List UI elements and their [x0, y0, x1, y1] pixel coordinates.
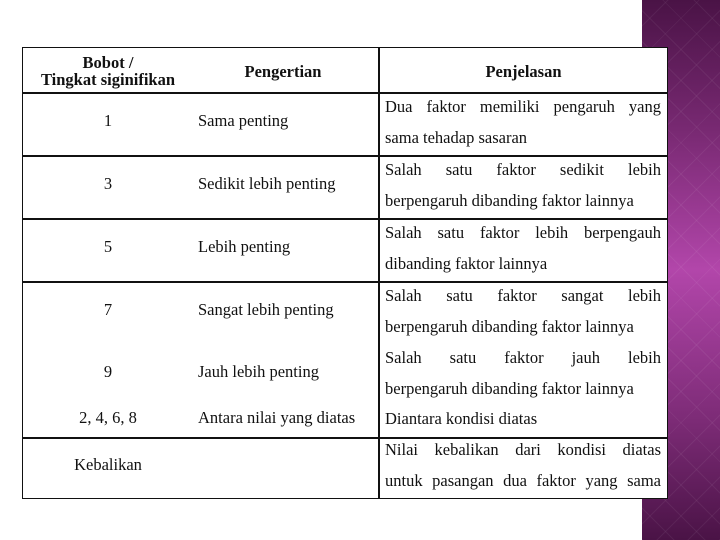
penjelasan-line: berpengaruh dibanding faktor lainnya	[385, 191, 634, 210]
cell-penjelasan	[385, 342, 661, 404]
cell-pengertian: Antara nilai yang diatas	[198, 408, 356, 427]
cell-penjelasan	[385, 91, 661, 153]
cell-pengertian: Lebih penting	[198, 237, 291, 256]
penjelasan-line: Salah satu faktor jauh lebih	[385, 348, 661, 367]
penjelasan-line: berpengaruh dibanding faktor lainnya	[385, 379, 634, 398]
penjelasan-line: untuk pasangan dua faktor yang sama	[385, 471, 661, 490]
cell-bobot: 9	[103, 362, 113, 381]
header-penjelasan: Penjelasan	[485, 62, 562, 81]
cell-pengertian: Sedikit lebih penting	[198, 174, 336, 193]
cell-penjelasan	[385, 217, 661, 279]
header-bobot-line1: Bobot /	[82, 53, 134, 72]
cell-bobot: 3	[103, 174, 113, 193]
column-divider	[378, 48, 380, 498]
cell-penjelasan	[385, 434, 661, 496]
cell-pengertian: Sama penting	[198, 111, 289, 130]
cell-bobot: 5	[103, 237, 113, 256]
cell-penjelasan	[385, 280, 661, 342]
header-bobot	[23, 54, 193, 88]
penjelasan-line: Salah satu faktor sangat lebih	[385, 286, 661, 305]
cell-bobot: 1	[103, 111, 113, 130]
penjelasan-line: Salah satu faktor lebih berpengauh	[385, 223, 661, 242]
penjelasan-line: berpengaruh dibanding faktor lainnya	[385, 317, 634, 336]
significance-table	[22, 47, 668, 499]
penjelasan-line: Nilai kebalikan dari kondisi diatas	[385, 440, 661, 459]
penjelasan-line: dibanding faktor lainnya	[385, 254, 548, 273]
cell-penjelasan	[385, 403, 661, 434]
cell-pengertian: Jauh lebih penting	[198, 362, 319, 381]
penjelasan-line: Diantara kondisi diatas	[385, 409, 538, 428]
penjelasan-line: sama tehadap sasaran	[385, 128, 528, 147]
header-pengertian: Pengertian	[244, 62, 322, 81]
penjelasan-line: Salah satu faktor sedikit lebih	[385, 160, 661, 179]
cell-bobot: 7	[103, 300, 113, 319]
penjelasan-line: Dua faktor memiliki pengaruh yang	[385, 97, 661, 116]
cell-penjelasan	[385, 154, 661, 216]
cell-bobot: 2, 4, 6, 8	[79, 408, 137, 427]
cell-pengertian: Sangat lebih penting	[198, 300, 334, 319]
cell-bobot: Kebalikan	[74, 455, 142, 474]
header-bobot-line2: Tingkat siginifikan	[40, 70, 176, 89]
